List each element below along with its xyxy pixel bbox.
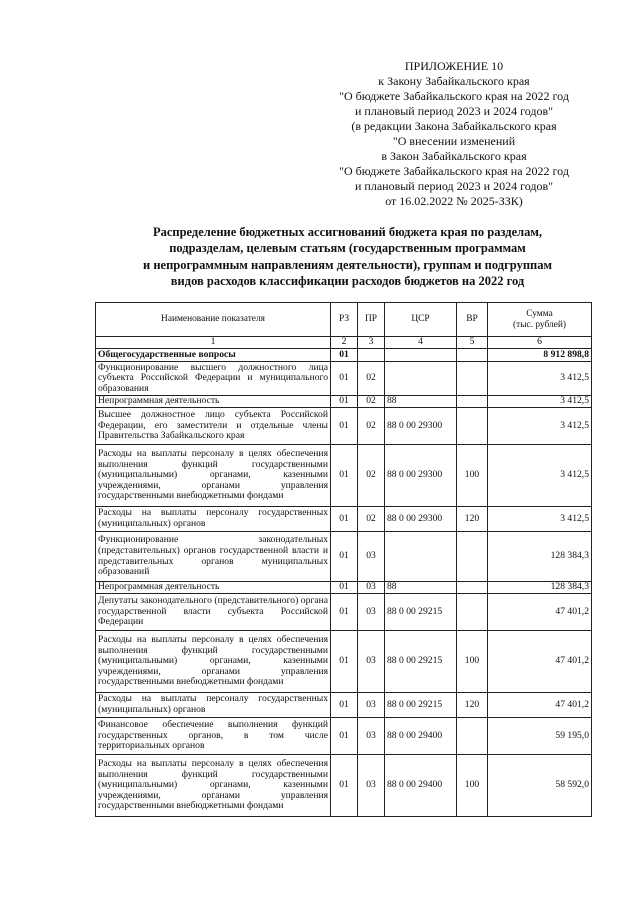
row-vr: 120	[457, 507, 488, 532]
row-rz: 01	[331, 594, 358, 631]
row-pr: 02	[358, 507, 385, 532]
row-pr	[358, 349, 385, 362]
row-name: Депутаты законодательного (представительного) органа государственной власти субъекта Российской Федерации	[96, 594, 331, 631]
col-number: 6	[488, 337, 592, 349]
row-pr: 03	[358, 718, 385, 755]
row-sum: 47 401,2	[488, 594, 592, 631]
row-rz: 01	[331, 349, 358, 362]
header-pr: ПР	[358, 303, 385, 337]
row-csr: 88 0 00 29215	[385, 693, 457, 718]
row-pr: 03	[358, 755, 385, 817]
row-name: Расходы на выплаты персоналу государственных (муниципальных) органов	[96, 507, 331, 532]
row-name: Функционирование высшего должностного лица субъекта Российской Федерации и муниципального образования	[96, 362, 331, 396]
appendix-header	[322, 59, 586, 209]
col-number: 2	[331, 337, 358, 349]
appendix-line: (в редакции Закона Забайкальского края	[351, 119, 557, 133]
appendix-line: от 16.02.2022 № 2025-ЗЗК)	[385, 194, 523, 208]
appendix-line: ПРИЛОЖЕНИЕ 10	[404, 59, 504, 73]
row-pr: 03	[358, 582, 385, 594]
row-pr: 03	[358, 693, 385, 718]
appendix-line: и плановый период 2023 и 2024 годов"	[354, 104, 554, 118]
row-rz: 01	[331, 693, 358, 718]
title-line: видов расходов классификации расходов бюджетов на 2022 год	[170, 274, 525, 289]
row-pr: 02	[358, 362, 385, 396]
row-name: Расходы на выплаты персоналу в целях обеспечения выполнения функций государственными (муниципальными) органами, казенными учреждениями, органами управления государственными внебюджетными фондами	[96, 445, 331, 507]
row-sum: 47 401,2	[488, 631, 592, 693]
row-vr	[457, 349, 488, 362]
row-pr: 02	[358, 445, 385, 507]
table-row	[96, 408, 592, 445]
row-vr	[457, 594, 488, 631]
appendix-line: к Закону Забайкальского края	[378, 74, 530, 88]
row-name: Расходы на выплаты персоналу в целях обеспечения выполнения функций государственными (муниципальными) органами, казенными учреждениями, органами управления государственными внебюджетными фондами	[96, 755, 331, 817]
row-name: Высшее должностное лицо субъекта Российской Федерации, его заместители и отдельные члены Правительства Забайкальского края	[96, 408, 331, 445]
row-vr	[457, 396, 488, 408]
row-sum: 3 412,5	[488, 445, 592, 507]
row-pr: 03	[358, 631, 385, 693]
row-sum: 3 412,5	[488, 408, 592, 445]
header-vr: ВР	[457, 303, 488, 337]
row-rz: 01	[331, 582, 358, 594]
row-vr	[457, 718, 488, 755]
appendix-line: "О внесении изменений	[392, 134, 516, 148]
col-number: 5	[457, 337, 488, 349]
row-pr: 03	[358, 594, 385, 631]
row-pr: 03	[358, 532, 385, 582]
row-rz: 01	[331, 532, 358, 582]
table-row	[96, 582, 592, 594]
row-csr: 88	[385, 396, 457, 408]
row-sum: 128 384,3	[488, 582, 592, 594]
row-sum: 3 412,5	[488, 507, 592, 532]
row-sum: 3 412,5	[488, 362, 592, 396]
document-title	[95, 224, 600, 290]
row-rz: 01	[331, 718, 358, 755]
row-sum: 3 412,5	[488, 396, 592, 408]
row-csr	[385, 362, 457, 396]
appendix-line: "О бюджете Забайкальского края на 2022 год	[339, 89, 569, 103]
header-name: Наименование показателя	[96, 303, 331, 337]
row-sum: 47 401,2	[488, 693, 592, 718]
table-row	[96, 349, 592, 362]
row-name: Расходы на выплаты персоналу государственных (муниципальных) органов	[96, 693, 331, 718]
header-sum	[488, 303, 592, 337]
row-sum: 128 384,3	[488, 532, 592, 582]
table-row	[96, 396, 592, 408]
table-row	[96, 755, 592, 817]
header-csr: ЦСР	[385, 303, 457, 337]
row-csr	[385, 532, 457, 582]
row-vr	[457, 532, 488, 582]
row-sum: 58 592,0	[488, 755, 592, 817]
table-row	[96, 594, 592, 631]
row-name: Непрограммная деятельность	[96, 582, 331, 594]
row-name: Расходы на выплаты персоналу в целях обеспечения выполнения функций государственными (муниципальными) органами, казенными учреждениями, органами управления государственными внебюджетными фондами	[96, 631, 331, 693]
row-vr: 100	[457, 445, 488, 507]
header-sum-line1: Сумма	[526, 308, 553, 319]
row-rz: 01	[331, 507, 358, 532]
row-name: Непрограммная деятельность	[96, 396, 331, 408]
title-line: подразделам, целевым статьям (государственным программам	[169, 241, 526, 256]
title-line: и непрограммным направлениям деятельности), группам и подгруппам	[143, 257, 552, 272]
table-row	[96, 693, 592, 718]
row-pr: 02	[358, 396, 385, 408]
row-csr: 88 0 00 29215	[385, 594, 457, 631]
row-csr: 88 0 00 29400	[385, 755, 457, 817]
header-sum-line2: (тыс. рублей)	[512, 319, 566, 330]
budget-table	[95, 302, 592, 817]
table-header-row	[96, 303, 592, 337]
row-rz: 01	[331, 755, 358, 817]
appendix-line: "О бюджете Забайкальского края на 2022 год	[339, 164, 569, 178]
row-vr: 100	[457, 755, 488, 817]
row-vr	[457, 408, 488, 445]
row-name: Общегосударственные вопросы	[96, 349, 331, 362]
row-csr: 88 0 00 29300	[385, 507, 457, 532]
row-csr: 88	[385, 582, 457, 594]
row-csr: 88 0 00 29300	[385, 408, 457, 445]
row-pr: 02	[358, 408, 385, 445]
table-row	[96, 362, 592, 396]
header-rz: РЗ	[331, 303, 358, 337]
table-row	[96, 445, 592, 507]
table-row	[96, 532, 592, 582]
row-rz: 01	[331, 408, 358, 445]
title-line: Распределение бюджетных ассигнований бюджета края по разделам,	[152, 225, 543, 239]
row-rz: 01	[331, 396, 358, 408]
row-name: Финансовое обеспечение выполнения функций государственных органов, в том числе территориальных органов	[96, 718, 331, 755]
table-row	[96, 507, 592, 532]
appendix-line: в Закон Забайкальского края	[381, 149, 527, 163]
col-number: 1	[96, 337, 331, 349]
row-vr: 100	[457, 631, 488, 693]
col-number: 3	[358, 337, 385, 349]
row-csr: 88 0 00 29215	[385, 631, 457, 693]
row-rz: 01	[331, 631, 358, 693]
row-vr	[457, 362, 488, 396]
col-number: 4	[385, 337, 457, 349]
row-vr: 120	[457, 693, 488, 718]
row-csr	[385, 349, 457, 362]
appendix-line: и плановый период 2023 и 2024 годов"	[354, 179, 554, 193]
row-name: Функционирование законодательных (представительных) органов государственной власти и представительных органов муниципальных образований	[96, 532, 331, 582]
row-sum: 59 195,0	[488, 718, 592, 755]
row-csr: 88 0 00 29400	[385, 718, 457, 755]
table-row	[96, 718, 592, 755]
row-vr	[457, 582, 488, 594]
table-row	[96, 631, 592, 693]
row-rz: 01	[331, 445, 358, 507]
row-rz: 01	[331, 362, 358, 396]
row-sum: 8 912 898,8	[488, 349, 592, 362]
row-csr: 88 0 00 29300	[385, 445, 457, 507]
column-numbers-row	[96, 337, 592, 349]
